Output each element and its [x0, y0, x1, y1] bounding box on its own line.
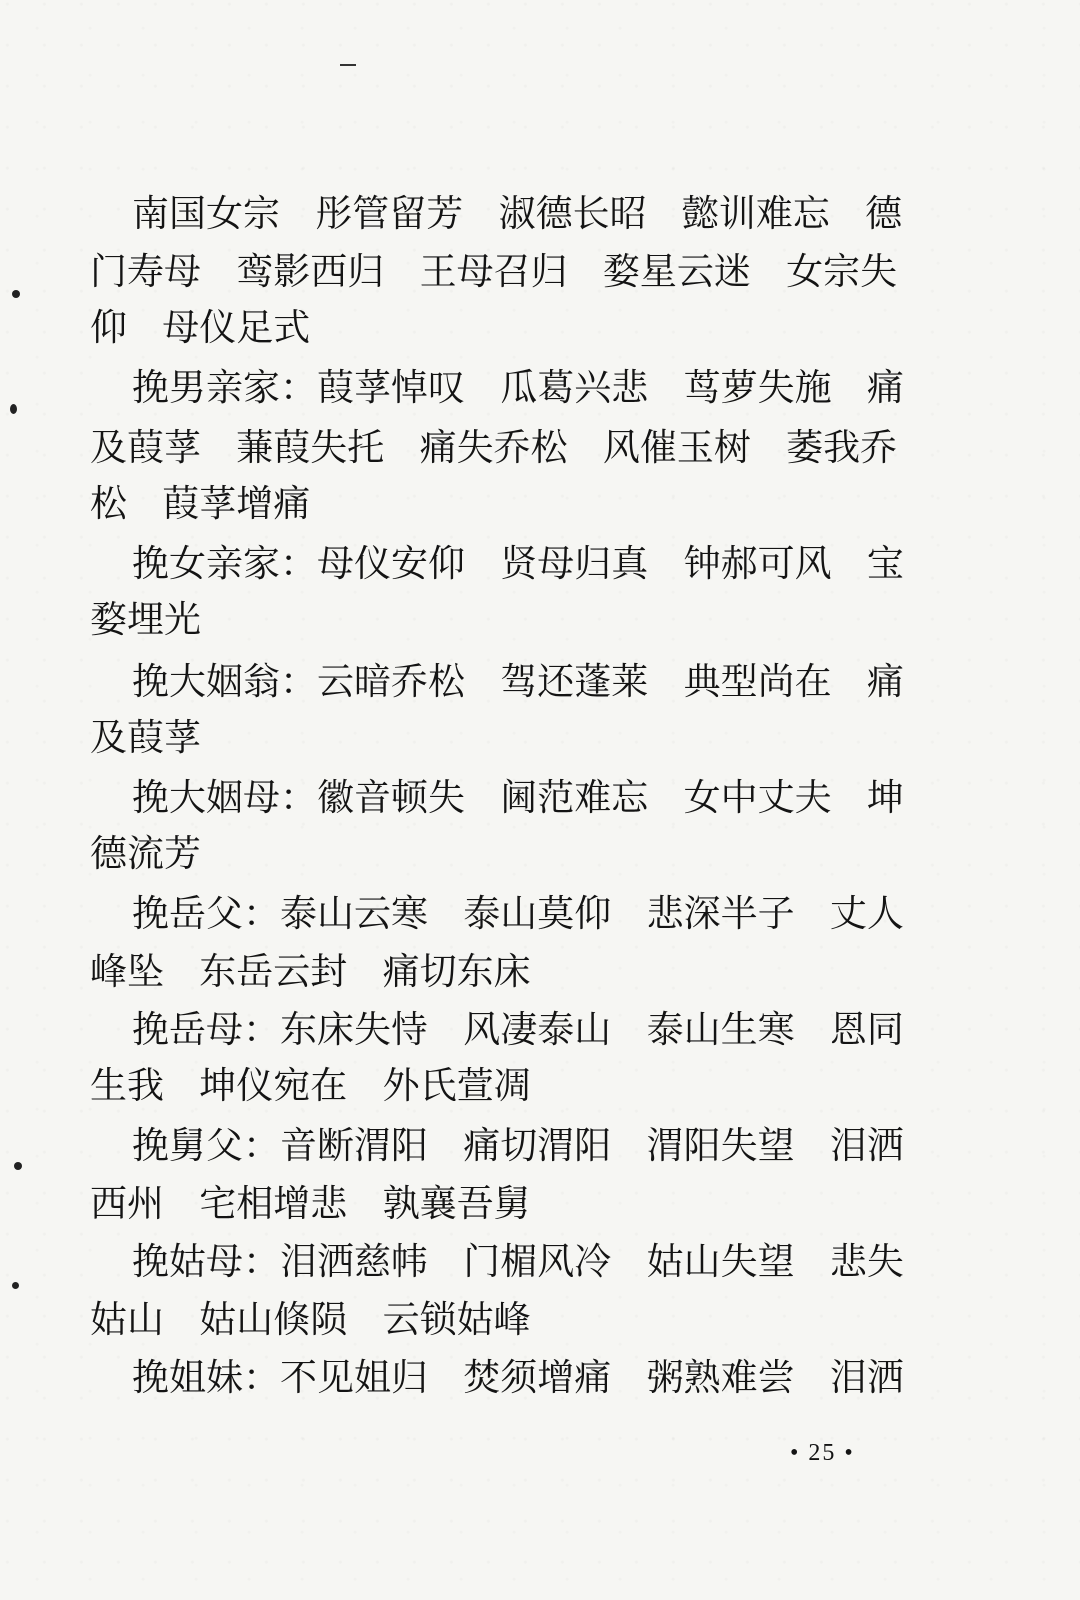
- scan-speck: [14, 1162, 22, 1170]
- scan-speck: [12, 290, 20, 298]
- text-line: 德流芳: [90, 832, 201, 875]
- scan-speck: [10, 404, 17, 414]
- scan-speck: [12, 1282, 19, 1289]
- text-line: 挽舅父：音断渭阳 痛切渭阳 渭阳失望 泪洒: [132, 1124, 904, 1167]
- text-line: 挽岳父：泰山云寒 泰山莫仰 悲深半子 丈人: [132, 892, 904, 935]
- text-line: 仰 母仪足式: [90, 306, 311, 349]
- page-number: • 25 •: [790, 1440, 855, 1466]
- text-line: 西州 宅相增悲 孰襄吾舅: [90, 1182, 531, 1225]
- text-line: 挽姐妹：不见姐归 焚须增痛 粥熟难尝 泪洒: [132, 1356, 904, 1399]
- text-line: 南国女宗 彤管留芳 淑德长昭 懿训难忘 德: [132, 192, 903, 235]
- text-line: 姑山 姑山倏陨 云锁姑峰: [90, 1298, 531, 1341]
- text-line: 挽姑母：泪洒慈帏 门楣风冷 姑山失望 悲失: [132, 1240, 904, 1283]
- scan-mark: [340, 64, 356, 66]
- text-line: 及葭莩 蒹葭失托 痛失乔松 风催玉树 萎我乔: [90, 426, 898, 469]
- text-line: 峰坠 东岳云封 痛切东床: [90, 950, 531, 993]
- text-line: 挽岳母：东床失恃 风凄泰山 泰山生寒 恩同: [132, 1008, 904, 1051]
- text-line: 挽大姻翁：云暗乔松 驾还蓬莱 典型尚在 痛: [132, 660, 904, 703]
- text-line: 挽大姻母：徽音顿失 阃范难忘 女中丈夫 坤: [132, 776, 904, 819]
- text-line: 婺埋光: [90, 598, 201, 641]
- text-line: 门寿母 鸾影西归 王母召归 婺星云迷 女宗失: [90, 250, 898, 293]
- text-line: 松 葭莩增痛: [90, 482, 311, 525]
- text-line: 挽女亲家：母仪安仰 贤母归真 钟郝可风 宝: [132, 542, 904, 585]
- text-line: 挽男亲家：葭莩悼叹 瓜葛兴悲 茑萝失施 痛: [132, 366, 904, 409]
- text-line: 生我 坤仪宛在 外氏萱凋: [90, 1064, 531, 1107]
- text-line: 及葭莩: [90, 716, 201, 759]
